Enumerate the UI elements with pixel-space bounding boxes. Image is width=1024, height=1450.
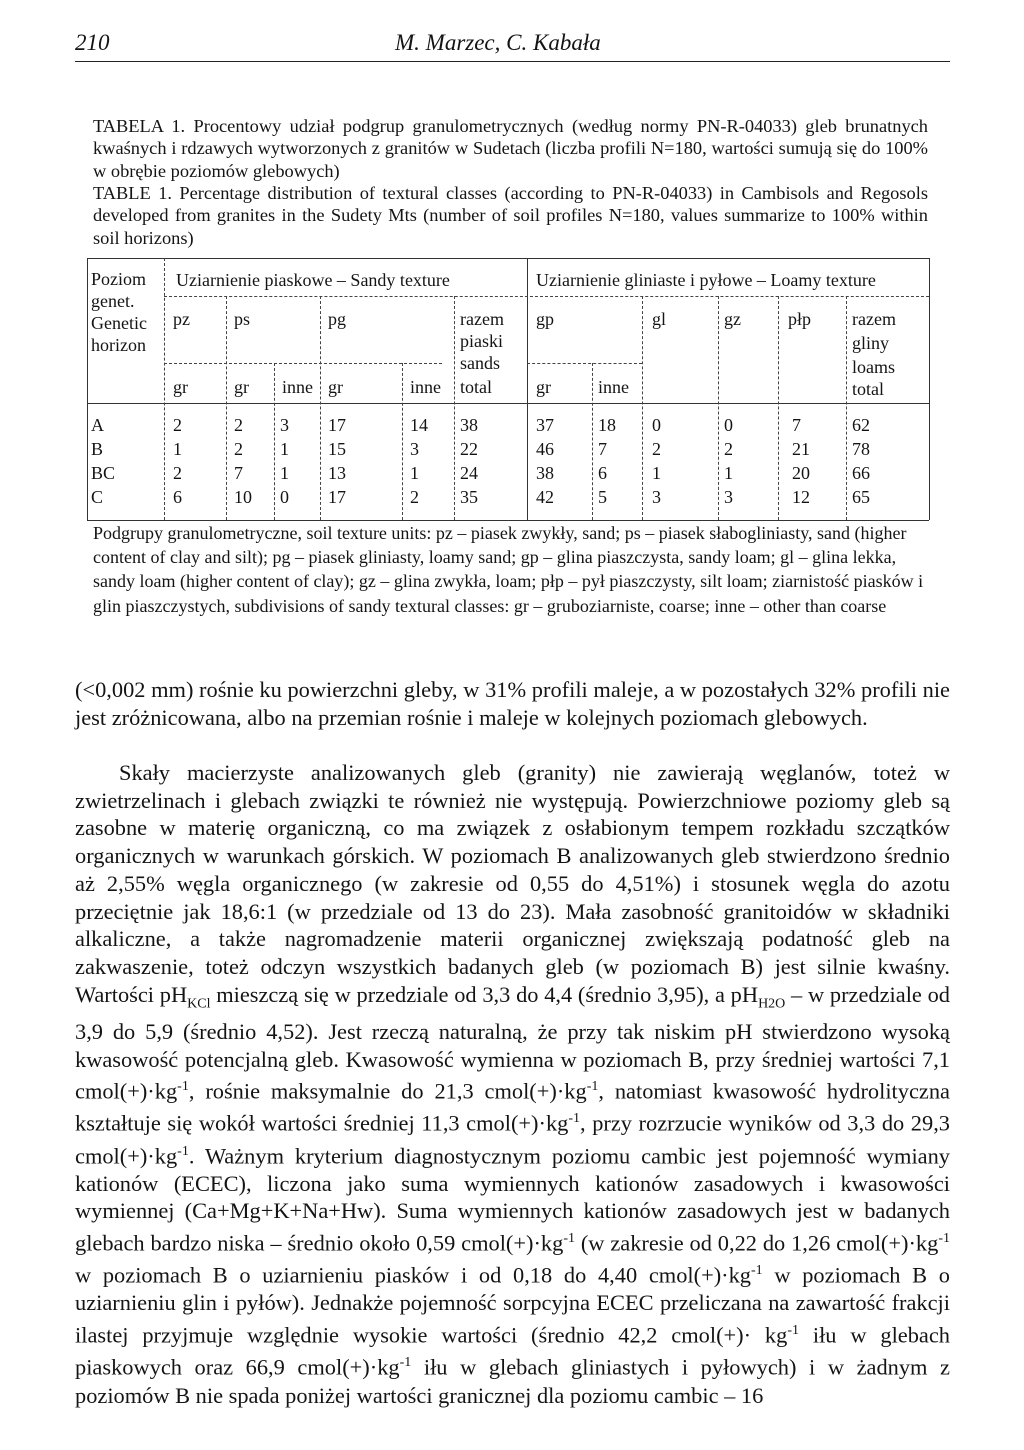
- subcol-gr: gr: [173, 377, 188, 397]
- col-razem-gliny: total: [852, 379, 884, 399]
- col-divider: [778, 296, 779, 520]
- col-razem-piaski: razem: [460, 309, 504, 329]
- col-divider: [454, 296, 455, 520]
- cell: 37: [536, 415, 554, 435]
- cell: 3: [410, 439, 419, 459]
- col-divider: [274, 363, 275, 520]
- subcol-inne: inne: [282, 377, 313, 397]
- cell: 5: [598, 487, 607, 507]
- cell: 2: [173, 463, 182, 483]
- running-head-authors: M. Marzec, C. Kabała: [395, 30, 601, 55]
- cell: 3: [652, 487, 661, 507]
- cell: 2: [234, 415, 243, 435]
- col-razem-piaski: piaski: [460, 331, 503, 351]
- horizon-header: Genetic: [91, 313, 147, 333]
- row-horizon: BC: [91, 463, 116, 483]
- row-horizon: B: [91, 439, 104, 459]
- col-razem-piaski: total: [460, 377, 492, 397]
- horizon-header: genet.: [91, 291, 135, 311]
- col-plp: płp: [788, 309, 812, 329]
- cell: 6: [598, 463, 607, 483]
- texture-table: [87, 258, 929, 520]
- cell: 65: [852, 487, 870, 507]
- col-divider: [846, 296, 847, 520]
- body-paragraph: (<0,002 mm) rośnie ku powierzchni gleby, w 31% profili maleje, a w pozostałych 32% profili nie jest zróżnicowana, albo na przemian rośnie i maleje w kolejnych poziomach glebowych.: [75, 677, 950, 730]
- cell: 20: [792, 463, 810, 483]
- cell: 0: [724, 415, 733, 435]
- cell: 14: [410, 415, 428, 435]
- cell: 1: [652, 463, 661, 483]
- cell: 78: [852, 439, 870, 459]
- col-gl: gl: [652, 309, 667, 329]
- table-caption-english: TABLE 1. Percentage distribution of textural classes (according to PN-R-04033) in Cambisols and Regosols developed from granites in the Sudety Mts (number of soil profiles N=180, values summarize to 100% within soil horizons): [93, 183, 928, 248]
- loamy-texture-header: Uziarnienie gliniaste i pyłowe – Loamy texture: [536, 270, 876, 290]
- cell: 21: [792, 439, 810, 459]
- cell: 7: [234, 463, 243, 483]
- cell: 0: [652, 415, 661, 435]
- cell: 15: [328, 439, 346, 459]
- group-header-rule: [164, 296, 929, 297]
- col-gz: gz: [724, 309, 741, 329]
- cell: 7: [792, 415, 801, 435]
- cell: 13: [328, 463, 346, 483]
- col-gp: gp: [536, 309, 554, 329]
- cell: 62: [852, 415, 870, 435]
- header-rule: [75, 61, 950, 62]
- group-divider: [527, 258, 528, 520]
- cell: 42: [536, 487, 554, 507]
- subcol-inne: inne: [410, 377, 441, 397]
- subcol-inne: inne: [598, 377, 629, 397]
- cell: 1: [280, 463, 289, 483]
- cell: 38: [536, 463, 554, 483]
- cell: 0: [280, 487, 289, 507]
- col-divider: [226, 296, 227, 520]
- table-caption-polish: TABELA 1. Procentowy udział podgrup granulometrycznych (według normy PN-R-04033) gleb brunatnych kwaśnych i rdzawych wytworzonych z granitów w Sudetach (liczba profili N=180, wartości sumują się do 100% w obrębie poziomów glebowych): [93, 116, 928, 181]
- cell: 10: [234, 487, 252, 507]
- sandy-texture-header: Uziarnienie piaskowe – Sandy texture: [176, 270, 450, 290]
- col-razem-piaski: sands: [460, 353, 500, 373]
- cell: 7: [598, 439, 607, 459]
- gp-subheader-rule: [527, 363, 642, 364]
- cell: 2: [234, 439, 243, 459]
- table-header-rule: [87, 403, 929, 404]
- row-horizon: A: [91, 415, 104, 435]
- cell: 2: [724, 439, 733, 459]
- col-divider: [718, 296, 719, 520]
- cell: 18: [598, 415, 616, 435]
- col-divider: [642, 296, 643, 520]
- cell: 24: [460, 463, 478, 483]
- cell: 1: [724, 463, 733, 483]
- col-razem-gliny: loams: [852, 357, 895, 377]
- cell: 17: [328, 487, 346, 507]
- horizon-header: horizon: [91, 335, 146, 355]
- col-razem-gliny: gliny: [852, 333, 890, 353]
- cell: 17: [328, 415, 346, 435]
- horizon-header: Poziom: [91, 269, 147, 289]
- cell: 1: [280, 439, 289, 459]
- subcol-gr: gr: [328, 377, 343, 397]
- table-top-border: [87, 258, 929, 259]
- cell: 2: [410, 487, 419, 507]
- col-divider: [592, 363, 593, 520]
- cell: 2: [652, 439, 661, 459]
- table-right-border: [929, 258, 930, 520]
- table-left-border: [87, 258, 88, 520]
- cell: 66: [852, 463, 870, 483]
- cell: 3: [280, 415, 289, 435]
- row-horizon: C: [91, 487, 104, 507]
- sandy-subheader-rule: [164, 363, 442, 364]
- col-divider: [402, 363, 403, 520]
- col-pz: pz: [173, 309, 190, 329]
- cell: 12: [792, 487, 810, 507]
- table-legend: Podgrupy granulometryczne, soil texture units: pz – piasek zwykły, sand; ps – piasek słabogliniasty, sand (higher content of clay and silt); pg – piasek gliniasty, loamy sand; gp – glina piaszczysta, sandy loam; gl – glina lekka, sandy loam (higher content of clay); gz – glina zwykła, loam; płp – pył piaszczysty, silt loam; ziarnistość piasków i glin piaszczystych, subdivisions of sandy textural classes: gr – gruboziarniste, coarse; inne – other than coarse: [93, 523, 924, 616]
- body-paragraph: Skały macierzyste analizowanych gleb (granity) nie zawierają węglanów, toteż w zwietrzelinach i glebach związki te również nie występują. Powierzchniowe poziomy gleb są zasobne w materię organiczną, co ma związek z osłabionym tempem rozkładu szczątków organicznych w warunkach górskich. W poziomach B analizowanych gleb stwierdzono średnio aż 2,55% węgla organicznego (w zakresie od 0,55 do 4,51%) i stosunek węgla do azotu przeciętnie jak 18,6:1 (w przedziale od 13 do 23). Mała zasobność granitoidów w składniki alkaliczne, a także nagromadzenie materii organicznej zwiększają podatność gleb na zakwaszenie, toteż odczyn wszystkich badanych gleb (w poziomach B) jest silnie kwaśny. Wartości $pH_{KCl}$ mieszczą się w przedziale od 3,3 do 4,4 (średnio 3,95), a $pH_{H2O}$ – w przedziale od 3,9 do 5,9 (średnio 4,52). Jest rzeczą naturalną, że przy tak niskim pH stwierdzono wysoką kwasowość potencjalną gleb. Kwasowość wymienna w poziomach B, przy średniej wartości 7,1 $cmol(+)\cdot kg^{-1}$, rośnie maksymalnie do 21,3 $cmol(+)\cdot kg^{-1}$, natomiast kwasowość hydrolityczna kształtuje się wokół wartości średniej 11,3 $cmol(+)\cdot kg^{-1}$, przy rozrzucie wyników od 3,3 do 29,3 $cmol(+)\cdot kg^{-1}$. Ważnym kryterium diagnostycznym poziomu cambic jest pojemność wymiany kationów (ECEC), liczona jako suma wymiennych kationów zasadowych i kwasowości wymiennej (Ca+Mg+K+Na+Hw). Suma wymiennych kationów zasadowych jest w badanych glebach bardzo niska – średnio około 0,59 $cmol(+)\cdot kg^{-1}$ (w zakresie od 0,22 do 1,26 $cmol(+)\cdot kg^{-1}$ w poziomach B o uziarnieniu piasków i od 0,18 do 4,40 $cmol(+)\cdot kg^{-1}$ w poziomach B o uziarnieniu glin i pyłów). Jednakże pojemność sorpcyjna ECEC przeliczana na zawartość frakcji ilastej przyjmuje względnie wysokie wartości (średnio 42,2 cmol(+)· $kg^{-1}$ iłu w glebach piaskowych oraz 66,9 $cmol(+)\cdot kg^{-1}$ iłu w glebach gliniastych i pyłowych) i w żadnym z poziomów B nie spada poniżej wartości granicznej dla poziomu cambic – 16: [75, 760, 951, 1408]
- cell: 46: [536, 439, 554, 459]
- subcol-gr: gr: [234, 377, 249, 397]
- col-divider: [320, 296, 321, 520]
- horizon-column-divider: [164, 258, 165, 520]
- subcol-gr: gr: [536, 377, 551, 397]
- cell: 3: [724, 487, 733, 507]
- col-ps: ps: [234, 309, 251, 329]
- cell: 22: [460, 439, 478, 459]
- cell: 1: [410, 463, 419, 483]
- col-pg: pg: [328, 309, 346, 329]
- cell: 38: [460, 415, 478, 435]
- cell: 2: [173, 415, 182, 435]
- cell: 35: [460, 487, 478, 507]
- page-number: 210: [75, 30, 110, 55]
- cell: 1: [173, 439, 182, 459]
- col-razem-gliny: razem: [852, 309, 896, 329]
- cell: 6: [173, 487, 182, 507]
